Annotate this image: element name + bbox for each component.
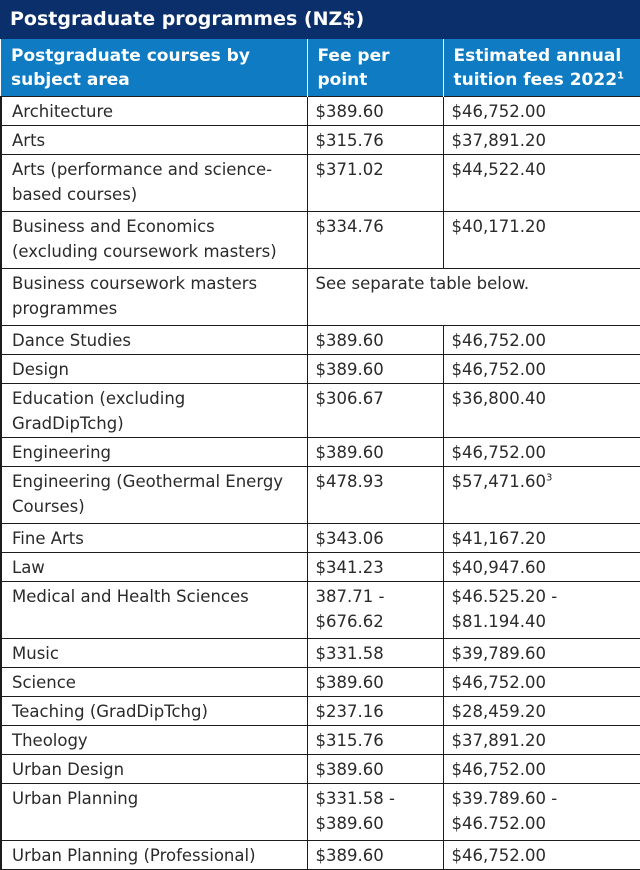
annual-fee-value: $28,459.20 bbox=[451, 702, 546, 721]
fee-cell: $334.76 bbox=[307, 212, 443, 269]
table-row bbox=[1, 697, 640, 726]
annual-fee-value: $46.525.20 - $81.194.40 bbox=[451, 587, 558, 631]
annual-fee-cell bbox=[443, 155, 640, 212]
table-row bbox=[1, 126, 640, 155]
table-row bbox=[1, 384, 640, 438]
fee-cell: $389.60 bbox=[307, 355, 443, 384]
table-row bbox=[1, 841, 640, 870]
subject-cell: Arts bbox=[1, 126, 307, 155]
table-row bbox=[1, 467, 640, 524]
annual-fee-cell bbox=[443, 326, 640, 355]
annual-fee-value: $46,752.00 bbox=[451, 443, 546, 462]
table-row bbox=[1, 668, 640, 697]
subject-cell: Education (excluding GradDipTchg) bbox=[1, 384, 307, 438]
annual-fee-value: $41,167.20 bbox=[451, 529, 546, 548]
subject-cell: Design bbox=[1, 355, 307, 384]
fee-cell: $315.76 bbox=[307, 126, 443, 155]
annual-fee-value: $40,171.20 bbox=[451, 217, 546, 236]
fee-cell: $389.60 bbox=[307, 97, 443, 126]
note-cell: See separate table below. bbox=[307, 269, 640, 326]
subject-cell: Business coursework masters programmes bbox=[1, 269, 307, 326]
fee-cell: $371.02 bbox=[307, 155, 443, 212]
fee-cell: $237.16 bbox=[307, 697, 443, 726]
fee-cell: $389.60 bbox=[307, 841, 443, 870]
annual-fee-value: $39,789.60 bbox=[451, 644, 546, 663]
subject-cell: Urban Design bbox=[1, 755, 307, 784]
subject-cell: Medical and Health Sciences bbox=[1, 582, 307, 639]
subject-cell: Science bbox=[1, 668, 307, 697]
subject-cell: Urban Planning (Professional) bbox=[1, 841, 307, 870]
subject-cell: Dance Studies bbox=[1, 326, 307, 355]
annual-fee-value: $46,752.00 bbox=[451, 360, 546, 379]
subject-cell: Theology bbox=[1, 726, 307, 755]
subject-cell: Law bbox=[1, 553, 307, 582]
annual-fee-cell bbox=[443, 438, 640, 467]
subject-cell: Engineering bbox=[1, 438, 307, 467]
annual-fee-cell bbox=[443, 524, 640, 553]
annual-fee-cell bbox=[443, 384, 640, 438]
subject-cell: Teaching (GradDipTchg) bbox=[1, 697, 307, 726]
subject-cell: Fine Arts bbox=[1, 524, 307, 553]
table-row bbox=[1, 726, 640, 755]
annual-fee-cell bbox=[443, 553, 640, 582]
page-title: Postgraduate programmes (NZ$) bbox=[0, 0, 640, 39]
annual-fee-value: $46,752.00 bbox=[451, 846, 546, 865]
table-row bbox=[1, 524, 640, 553]
annual-fee-cell bbox=[443, 97, 640, 126]
header-annual bbox=[443, 39, 640, 97]
annual-fee-value: $46,752.00 bbox=[451, 760, 546, 779]
table-row bbox=[1, 582, 640, 639]
fee-cell: $389.60 bbox=[307, 438, 443, 467]
header-fee-label: Fee per point bbox=[317, 46, 390, 90]
fee-cell: $331.58 - $389.60 bbox=[307, 784, 443, 841]
annual-fee-value: $46,752.00 bbox=[451, 331, 546, 350]
table-row bbox=[1, 438, 640, 467]
annual-fee-value: $46,752.00 bbox=[451, 673, 546, 692]
fee-cell: $478.93 bbox=[307, 467, 443, 524]
table-header bbox=[1, 39, 640, 97]
fee-cell: $389.60 bbox=[307, 668, 443, 697]
table-row bbox=[1, 97, 640, 126]
header-subject bbox=[1, 39, 307, 97]
fee-cell: $306.67 bbox=[307, 384, 443, 438]
annual-fee-cell bbox=[443, 726, 640, 755]
annual-fee-value: $44,522.40 bbox=[451, 160, 546, 179]
annual-fee-cell bbox=[443, 355, 640, 384]
header-footnote-marker: 1 bbox=[617, 70, 624, 82]
annual-fee-value: $36,800.40 bbox=[451, 389, 546, 408]
footnote-marker: 3 bbox=[545, 472, 553, 484]
annual-fee-cell bbox=[443, 467, 640, 524]
annual-fee-cell bbox=[443, 784, 640, 841]
table-body bbox=[1, 97, 640, 870]
subject-cell: Arts (performance and science-based courses) bbox=[1, 155, 307, 212]
table-row bbox=[1, 355, 640, 384]
subject-cell: Architecture bbox=[1, 97, 307, 126]
table-row bbox=[1, 155, 640, 212]
annual-fee-cell bbox=[443, 582, 640, 639]
annual-fee-value: $40,947.60 bbox=[451, 558, 546, 577]
table-row bbox=[1, 784, 640, 841]
annual-fee-value: $39.789.60 - $46.752.00 bbox=[451, 789, 558, 833]
fees-table bbox=[0, 39, 640, 870]
fee-cell: $315.76 bbox=[307, 726, 443, 755]
annual-fee-value: $37,891.20 bbox=[451, 731, 546, 750]
table-row bbox=[1, 755, 640, 784]
subject-cell: Business and Economics (excluding coursework masters) bbox=[1, 212, 307, 269]
fee-cell: $343.06 bbox=[307, 524, 443, 553]
annual-fee-value: $57,471.60 bbox=[451, 472, 546, 491]
annual-fee-cell bbox=[443, 755, 640, 784]
annual-fee-value: $37,891.20 bbox=[451, 131, 546, 150]
fee-cell: $389.60 bbox=[307, 755, 443, 784]
table-row bbox=[1, 639, 640, 668]
fee-cell: 387.71 - $676.62 bbox=[307, 582, 443, 639]
header-fee bbox=[307, 39, 443, 97]
table-row bbox=[1, 269, 640, 326]
annual-fee-cell bbox=[443, 639, 640, 668]
header-subject-label: Postgraduate courses by subject area bbox=[11, 46, 250, 90]
table-row bbox=[1, 553, 640, 582]
annual-fee-cell bbox=[443, 697, 640, 726]
subject-cell: Music bbox=[1, 639, 307, 668]
fee-cell: $341.23 bbox=[307, 553, 443, 582]
annual-fee-value: $46,752.00 bbox=[451, 102, 546, 121]
annual-fee-cell bbox=[443, 668, 640, 697]
fee-cell: $331.58 bbox=[307, 639, 443, 668]
subject-cell: Engineering (Geothermal Energy Courses) bbox=[1, 467, 307, 524]
table-row bbox=[1, 212, 640, 269]
fee-cell: $389.60 bbox=[307, 326, 443, 355]
table-row bbox=[1, 326, 640, 355]
annual-fee-cell bbox=[443, 212, 640, 269]
subject-cell: Urban Planning bbox=[1, 784, 307, 841]
annual-fee-cell bbox=[443, 126, 640, 155]
header-annual-label: Estimated annual tuition fees 2022 bbox=[453, 46, 622, 90]
annual-fee-cell bbox=[443, 841, 640, 870]
